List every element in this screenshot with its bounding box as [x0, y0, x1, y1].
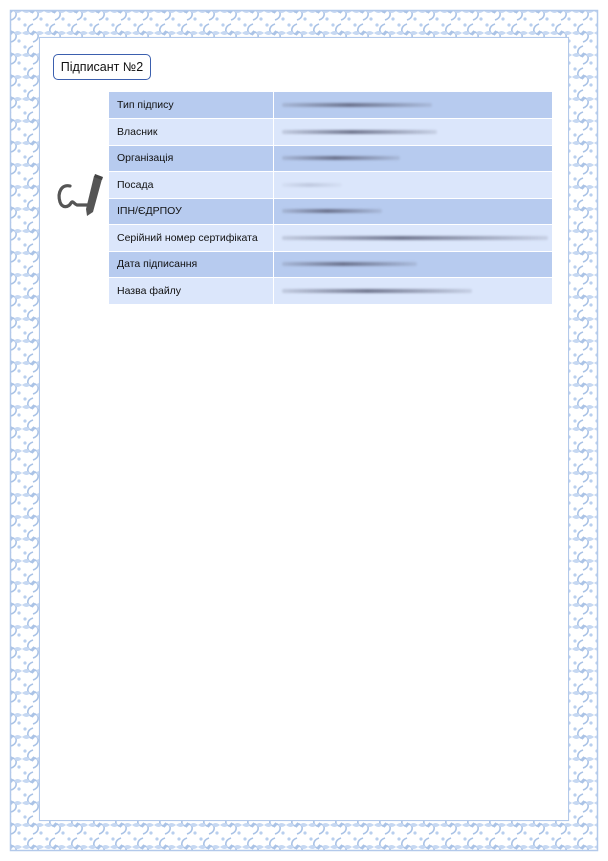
signer-badge: Підписант №2: [53, 54, 151, 80]
row-label-signing-date: Дата підписання: [109, 251, 273, 278]
table-row: [109, 251, 552, 278]
table-row: [109, 198, 552, 225]
row-label-owner: Власник: [109, 119, 273, 146]
row-label-tax-id: ІПН/ЄДРПОУ: [109, 198, 273, 225]
row-label-organization: Організація: [109, 145, 273, 172]
table-row: [109, 119, 552, 146]
row-value-redacted: [273, 172, 552, 199]
row-value-redacted: [273, 225, 552, 252]
pen-signature-icon: [54, 172, 106, 220]
row-value-redacted: [273, 278, 552, 305]
row-value-redacted: [273, 198, 552, 225]
signature-info-table: [109, 92, 552, 305]
row-label-position: Посада: [109, 172, 273, 199]
row-label-signature-type: Тип підпису: [109, 92, 273, 119]
row-value-redacted: [273, 145, 552, 172]
table-row: [109, 145, 552, 172]
table-row: [109, 225, 552, 252]
table-row: [109, 278, 552, 305]
table-row: [109, 92, 552, 119]
row-value-redacted: [273, 251, 552, 278]
row-value-redacted: [273, 119, 552, 146]
row-label-certificate-serial: Серійний номер сертифіката: [109, 225, 273, 252]
row-value-redacted: [273, 92, 552, 119]
table-row: [109, 172, 552, 199]
row-label-file-name: Назва файлу: [109, 278, 273, 305]
